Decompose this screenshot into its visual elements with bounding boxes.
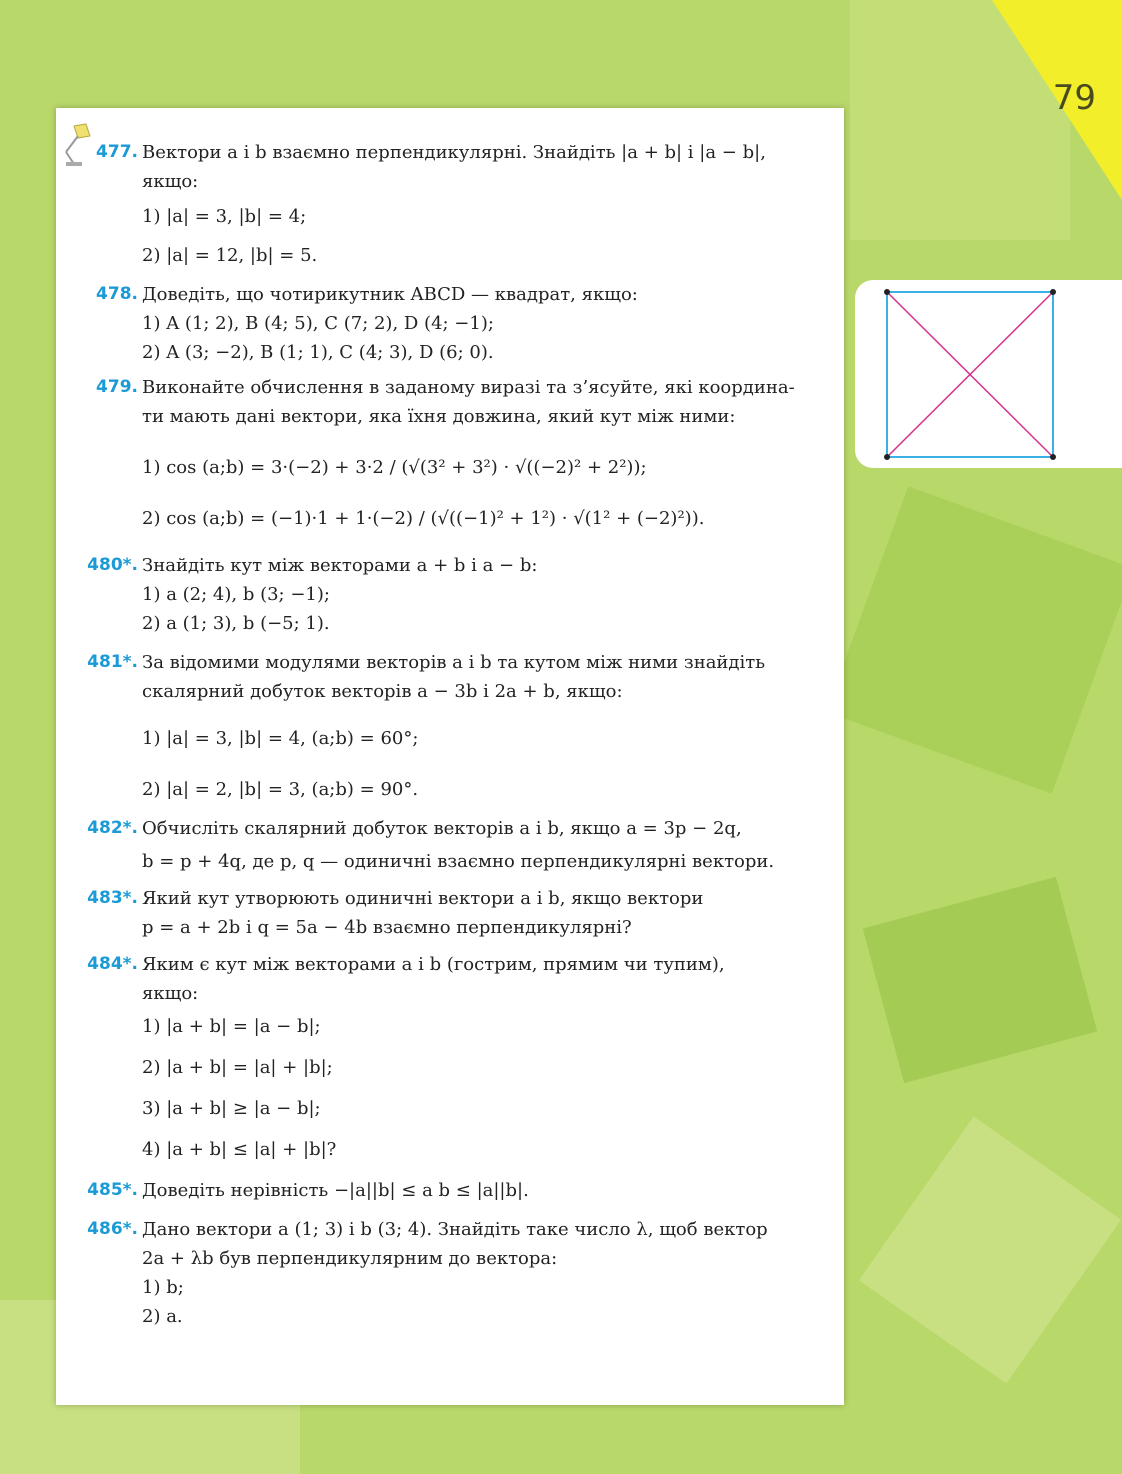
problem-line: 2) a. [142,1306,183,1327]
problem-line: 2a + λb був перпендикулярним до вектора: [142,1248,558,1269]
problem-line: За відомими модулями векторів a і b та кутом між ними знайдіть [142,652,766,673]
problem-line: якщо: [142,171,199,192]
problem-list [80,138,822,1337]
problem-line: 2) |a + b| = |a| + |b|; [142,1057,333,1078]
problem-line: 2) |a| = 12, |b| = 5. [142,245,318,266]
problem-line: Дано вектори a (1; 3) і b (3; 4). Знайдіть таке число λ, щоб вектор [142,1219,768,1240]
problem-line: Який кут утворюють одиничні вектори a і b, якщо вектори [142,888,704,909]
problem-line: 1) |a| = 3, |b| = 4; [142,206,307,227]
problem-479 [80,373,822,533]
problem-line: 1) cos (a;b) = 3·(−2) + 3·2 / (√(3² + 3²) · √((−2)² + 2²)); [142,457,647,478]
problem-483 [80,884,822,942]
problem-line: b = p + 4q, де p, q — одиничні взаємно перпендикулярні вектори. [142,851,775,872]
problem-line: ти мають дані вектори, яка їхня довжина, який кут між ними: [142,406,736,427]
problem-482 [80,814,822,876]
problem-line: Доведіть нерівність −|a||b| ≤ a b ≤ |a||b|. [142,1180,529,1201]
problem-line: 1) a (2; 4), b (3; −1); [142,584,330,605]
problem-line: 2) cos (a;b) = (−1)·1 + 1·(−2) / (√((−1)² + 1²) · √(1² + (−2)²)). [142,508,705,529]
problem-line: Яким є кут між векторами a і b (гострим, прямим чи тупим), [142,954,725,975]
problem-number: 485*. [87,1180,138,1200]
problem-line: 2) A (3; −2), B (1; 1), C (4; 3), D (6; 0). [142,342,494,363]
problem-478 [80,280,822,367]
problem-line: 2) a (1; 3), b (−5; 1). [142,613,330,634]
problem-line: 1) |a| = 3, |b| = 4, (a;b) = 60°; [142,728,419,749]
problem-number: 479. [96,377,138,397]
problem-line: 3) |a + b| ≥ |a − b|; [142,1098,321,1119]
problem-485 [80,1176,822,1205]
page-number: 79 [1052,78,1096,118]
problem-line: Обчисліть скалярний добуток векторів a і b, якщо a = 3p − 2q, [142,818,742,839]
problem-line: якщо: [142,983,199,1004]
problem-480 [80,551,822,638]
problem-number: 480*. [87,555,138,575]
problem-number: 484*. [87,954,138,974]
problem-number: 481*. [87,652,138,672]
problem-number: 483*. [87,888,138,908]
problem-line: 1) |a + b| = |a − b|; [142,1016,321,1037]
problem-number: 482*. [87,818,138,838]
problem-number: 478. [96,284,138,304]
problem-477 [80,138,822,270]
problem-number: 486*. [87,1219,138,1239]
problem-line: скалярний добуток векторів a − 3b і 2a + b, якщо: [142,681,623,702]
problem-line: 1) A (1; 2), B (4; 5), C (7; 2), D (4; −1); [142,313,494,334]
problem-line: 2) |a| = 2, |b| = 3, (a;b) = 90°. [142,779,419,800]
square-diagonals-figure [855,280,1122,468]
problem-line: 1) b; [142,1277,184,1298]
problem-number: 477. [96,142,138,162]
problem-line: p = a + 2b і q = 5a − 4b взаємно перпендикулярні? [142,917,632,938]
problem-481 [80,648,822,804]
problem-line: Вектори a і b взаємно перпендикулярні. Знайдіть |a + b| і |a − b|, [142,142,766,163]
problem-486 [80,1215,822,1331]
problem-line: Доведіть, що чотирикутник ABCD — квадрат, якщо: [142,284,638,305]
problem-line: Виконайте обчислення в заданому виразі та з’ясуйте, які координа- [142,377,795,398]
problem-line: Знайдіть кут між векторами a + b і a − b: [142,555,538,576]
problem-484 [80,950,822,1164]
problem-line: 4) |a + b| ≤ |a| + |b|? [142,1139,337,1160]
figure-card [855,280,1122,468]
